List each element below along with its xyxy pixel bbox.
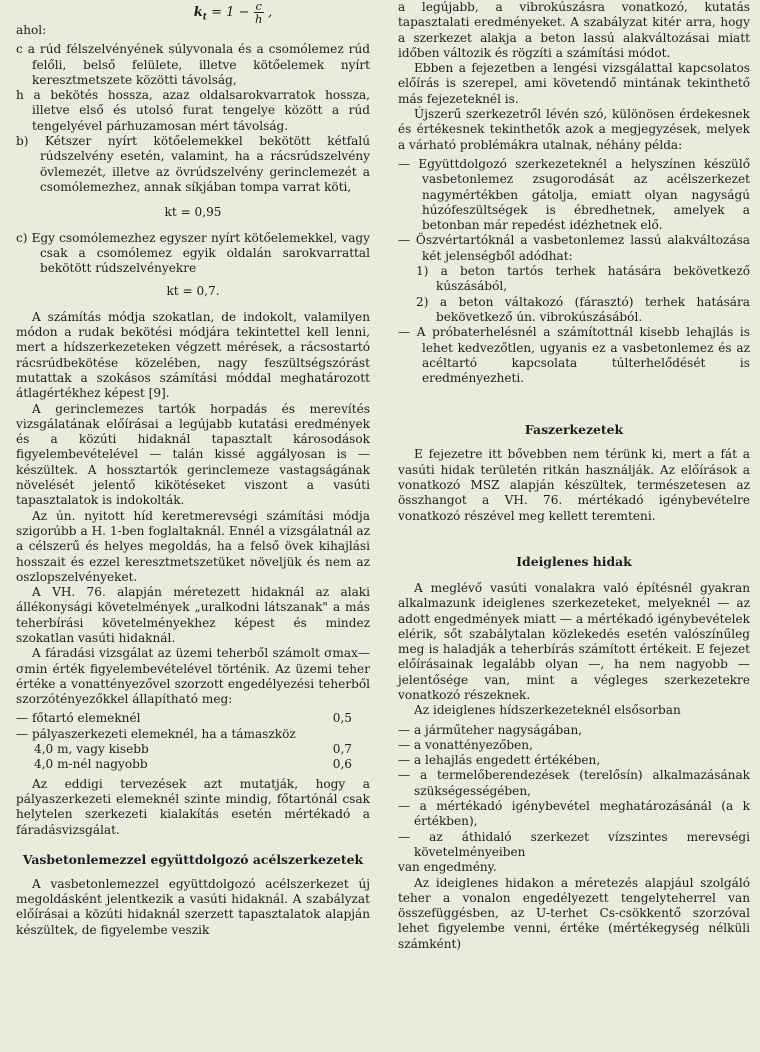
- ahol-label: ahol:: [16, 23, 47, 37]
- factor-row: [16, 711, 370, 726]
- list-item: — a járműteher nagyságában,: [398, 722, 583, 737]
- dash-item: — A próbaterhelésnél a számítottnál kisebb lehajlás is lehet kedvezőtlen, ugyanis ez a vasbetonlemez és az acéltartó kapcsolata túlterhelődését is eredményezheti.: [398, 325, 750, 386]
- factor-value: 0,6: [332, 757, 352, 772]
- paragraph: Az ideiglenes hidakon a méretezés alapjául szolgáló teher a vonalon engedélyezett tengelyteherrel van összefüggésben, az U-terhet Cs-csökkentő szorzóval lehet figyelembe venni, értéke (mértékegység nélküli számként): [398, 875, 750, 951]
- paragraph: Az ideiglenes hídszerkezeteknél elsősorban: [414, 703, 681, 718]
- formula-numerator: c: [255, 0, 262, 13]
- paragraph: A meglévő vasúti vonalakra való építésnél gyakran alkalmazunk ideiglenes szerkezeteket, melyeknél — az adott engedmények miatt — a mértékadó igénybevételek elérik, sőt szabálytalan közlekedés esetén valószínűleg meg is haladják a teherbírás számított értékeit. E fejezet előírásainak legalább olyan —, ha nem nagyobb — jelentősége van, mint a végleges szerkezetekre vonatkozó részeknek.: [398, 580, 750, 702]
- item-b: b) Kétszer nyírt kötőelemekkel bekötött kétfalú rúdszelvény esetén, valamint, ha a rácsrúdszelvény övlemezét, illetve az övrúdszelvény gerinclemezét a csomólemezhez, annak síkjában tompa varrat köti,: [16, 134, 370, 194]
- paragraph: A vasbetonlemezzel együttdolgozó acélszerkezet új megoldásként jelentkezik a vasúti hidaknál. A szabályzat előírásai a közúti hidaknál szerzett tapasztalatok alapján készültek, de figyelembe veszik: [16, 876, 370, 937]
- kt-value-c: kt = 0,7.: [166, 284, 220, 299]
- list-item: — a vonattényezőben,: [398, 737, 533, 752]
- definition-h: h a bekötés hossza, azaz oldalsarokvarratok hossza, illetve első és utolsó furat tengelye között a rúd tengelyével párhuzamosan mért távolság.: [16, 88, 370, 133]
- dash-item: — Öszvértartóknál a vasbetonlemez lassú alakváltozása két jelenségből adódhat:: [398, 233, 750, 263]
- paragraph: A számítás módja szokatlan, de indokolt, valamilyen módon a rudak bekötési módjára tekintettel kell lenni, mert a hídszerkezeteken végzett mérések, a rácsostartó rácsrúdbekötése közelében, nagy feszültségszórást mutattak a szokásos számítási móddal meghatározott átlagértékhez képest [9].: [16, 309, 370, 401]
- section-heading: Vasbetonlemezzel együttdolgozó acélszerkezetek: [22, 851, 364, 867]
- paragraph: Újszerű szerkezetről lévén szó, különösen érdekesnek és értékesnek tekinthetők azok a megjegyzések, melyek a várható problémákra utalnak, néhány példa:: [398, 107, 750, 152]
- factor-label: 4,0 m-nél nagyobb: [34, 757, 148, 772]
- formula-denominator: h: [255, 12, 263, 26]
- numbered-item: 2) a beton váltakozó (fárasztó) terhek hatására bekövetkező ún. vibrokúszásából.: [416, 294, 750, 324]
- paragraph: A VH. 76. alapján méretezett hidaknál az alaki állékonysági követelmények „uralkodni látszanak" a más teherbírási követelményekhez képest és mindez szokatlan vasúti hidaknál.: [16, 585, 370, 645]
- paragraph: Ebben a fejezetben a lengési vizsgálattal kapcsolatos előírás is szerepel, ami követendő mintának tekinthető más fejezeteknél is.: [398, 61, 750, 106]
- paragraph: A gerinclemezes tartók horpadás és merevítés vizsgálatának előírásai a legújabb kutatási eredmények és a közúti hidaknál tapasztalt károsodások figyelembevételével — talán kissé aggályosan is — készültek. A hossztartók gerinclemeze vastagságának növelését jelentő kikötéseket viszont a vasúti tapasztalatok is indokolták.: [16, 401, 370, 508]
- paragraph: van engedmény.: [398, 860, 497, 875]
- dash-item: — Együttdolgozó szerkezeteknél a helyszínen készülő vasbetonlemez zsugorodását az acélszerkezet nagymértékben gátolja, emiatt olyan nagyságú húzófeszültségek is ébredhetnek, amelyek a betonban már repedést idézhetnek elő.: [398, 156, 750, 233]
- factor-row: [16, 757, 370, 772]
- section-heading-faszerkezetek: Faszerkezetek: [524, 422, 624, 438]
- list-item: — a termelőberendezések (terelősín) alkalmazásának szükségességében,: [398, 768, 750, 798]
- formula-subscript: t: [202, 12, 207, 23]
- kt-formula: [56, 0, 410, 25]
- paragraph: Az eddigi tervezések azt mutatják, hogy a pályaszerkezeti elemeknél szinte mindig, főtartónál csak helytelen szerkezeti kialakítás esetén mértékadó a fáradásvizsgálat.: [16, 776, 370, 837]
- definition-c: c a rúd félszelvényének súlyvonala és a csomólemez rúd felőli, belső felülete, illetve kötőelemek nyírt keresztmetszete közötti távolság,: [16, 42, 370, 87]
- formula-lhs: k: [193, 5, 203, 20]
- paragraph: a legújabb, a vibrokúszásra vonatkozó, kutatás tapasztalati eredményeket. A szabályzat kitér arra, hogy a szerkezet alakja a beton lassú alakváltozásai miatt időben változik és rögzíti a számítási módot.: [398, 0, 750, 60]
- kt-value-b: kt = 0,95: [164, 205, 222, 220]
- formula-equals: = 1 −: [211, 5, 250, 20]
- factor-value: 0,7: [332, 742, 352, 757]
- formula-fraction: [254, 0, 264, 25]
- factor-label: 4,0 m, vagy kisebb: [34, 742, 149, 757]
- paragraph: Az ún. nyitott híd keretmerevségi számítási módja szigorúbb a H. 1-ben foglaltaknál. Ennél a vizsgálatnál az a célszerű és helyes megoldás, ha a felső övek kihajlási hosszait és ezzel keresztmetszetüket növeljük és nem az oszlopszelvényeket.: [16, 508, 370, 584]
- formula-tail: ,: [268, 5, 273, 20]
- right-column: [398, 0, 750, 952]
- list-item: — a mértékadó igénybevétel meghatározásánál (a k értékben),: [398, 799, 750, 829]
- factor-label: — pályaszerkezeti elemeknél, ha a támaszköz: [16, 726, 296, 741]
- factor-value: 0,5: [332, 711, 352, 726]
- paragraph: E fejezetre itt bővebben nem térünk ki, mert a fát a vasúti hidak területén ritkán használják. Az előírások a vonatkozó MSZ alapján készültek, természetesen az összhangot a VH. 76. mértékadó igénybevételre vonatkozó részével meg kellett teremteni.: [398, 447, 750, 523]
- factor-row: [16, 727, 370, 742]
- paragraph: A fáradási vizsgálat az üzemi teherből számolt σmax—σmin érték figyelembevételével történik. Az üzemi teher értéke a vonattényezővel szorzott engedélyezési teherből szorzótényezőkkel állapítható meg:: [16, 646, 370, 707]
- item-c: c) Egy csomólemezhez egyszer nyírt kötőelemekkel, vagy csak a csomólemez egyik oldalán sarokvarrattal bekötött rúdszelvényekre: [16, 230, 370, 276]
- list-item: — a lehajlás engedett értékében,: [398, 753, 601, 768]
- list-item: — az áthidaló szerkezet vízszintes merevségi követelményeiben: [398, 829, 750, 859]
- left-column: [16, 0, 370, 938]
- section-heading-ideiglenes-hidak: Ideiglenes hidak: [516, 553, 632, 569]
- factor-row: [16, 742, 370, 757]
- factor-label: — főtartó elemeknél: [16, 711, 141, 726]
- numbered-item: 1) a beton tartós terhek hatására bekövetkező kúszásából,: [416, 264, 750, 294]
